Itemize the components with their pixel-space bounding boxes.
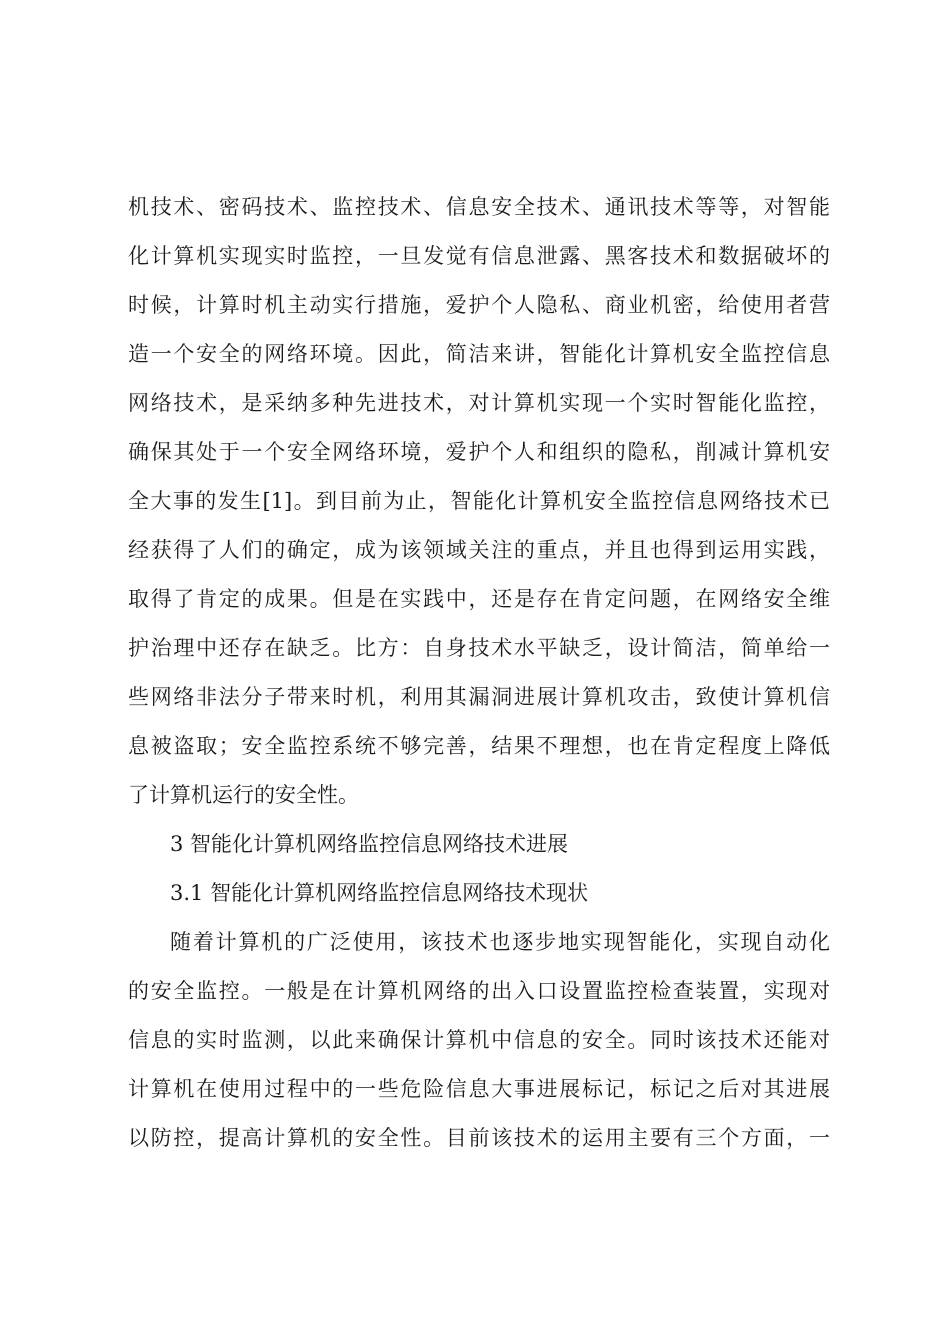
- paragraph-line: 以防控，提高计算机的安全性。目前该技术的运用主要有三个方面，一: [128, 1126, 830, 1150]
- paragraph-line: 机技术、密码技术、监控技术、信息安全技术、通讯技术等等，对智能: [128, 195, 830, 219]
- paragraph-line: 息被盗取；安全监控系统不够完善，结果不理想，也在肯定程度上降低: [128, 734, 830, 758]
- paragraph-2: [128, 918, 830, 1163]
- paragraph-line: 的安全监控。一般是在计算机网络的出入口设置监控检查装置，实现对: [128, 979, 830, 1003]
- paragraph-line: 随着计算机的广泛使用，该技术也逐步地实现智能化，实现自动化: [170, 930, 830, 954]
- paragraph-line: 化计算机实现实时监控，一旦发觉有信息泄露、黑客技术和数据破坏的: [128, 244, 830, 268]
- paragraph-1: [128, 183, 830, 820]
- paragraph-line: 计算机在使用过程中的一些危险信息大事进展标记，标记之后对其进展: [128, 1077, 830, 1101]
- paragraph-line: 确保其处于一个安全网络环境，爱护个人和组织的隐私，削减计算机安: [128, 440, 830, 464]
- document-page: [128, 183, 830, 1163]
- paragraph-line: 造一个安全的网络环境。因此，简洁来讲，智能化计算机安全监控信息: [128, 342, 830, 366]
- paragraph-line: 取得了肯定的成果。但是在实践中，还是存在肯定问题，在网络安全维: [128, 587, 830, 611]
- section-heading: 3 智能化计算机网络监控信息网络技术进展: [170, 832, 569, 856]
- paragraph-line: 信息的实时监测，以此来确保计算机中信息的安全。同时该技术还能对: [128, 1028, 830, 1052]
- paragraph-line: 时候，计算时机主动实行措施，爱护个人隐私、商业机密，给使用者营: [128, 293, 830, 317]
- paragraph-line: 网络技术，是采纳多种先进技术，对计算机实现一个实时智能化监控，: [128, 391, 830, 415]
- paragraph-line: 全大事的发生[1]。到目前为止，智能化计算机安全监控信息网络技术已: [128, 489, 830, 513]
- paragraph-line: 护治理中还存在缺乏。比方：自身技术水平缺乏，设计简洁，简单给一: [128, 636, 830, 660]
- paragraph-line: 些网络非法分子带来时机，利用其漏洞进展计算机攻击，致使计算机信: [128, 685, 830, 709]
- paragraph-line: 了计算机运行的安全性。: [128, 783, 359, 807]
- paragraph-line: 经获得了人们的确定，成为该领域关注的重点，并且也得到运用实践，: [128, 538, 830, 562]
- subsection-heading: 3.1 智能化计算机网络监控信息网络技术现状: [170, 881, 589, 905]
